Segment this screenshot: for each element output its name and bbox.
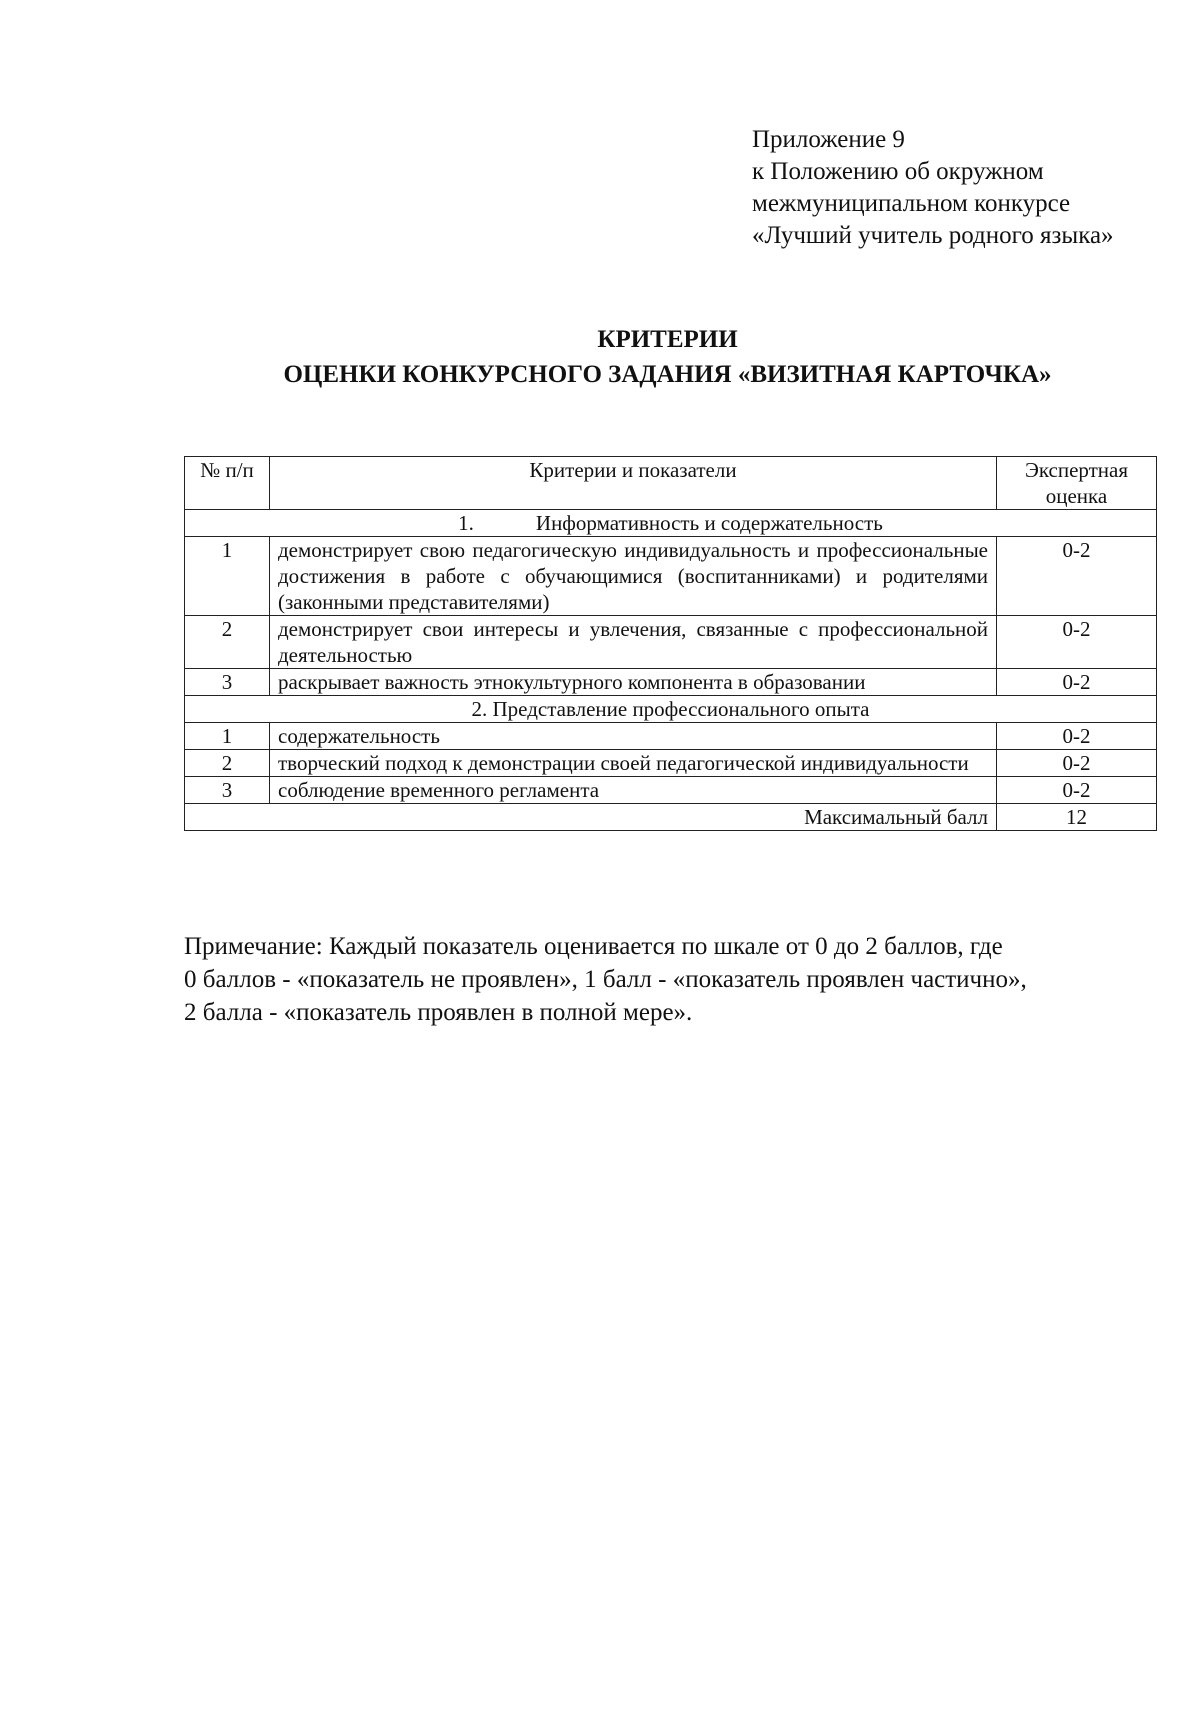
header-criteria: Критерии и показатели (270, 457, 997, 510)
row-criterion: раскрывает важность этнокультурного компонента в образовании (270, 669, 997, 696)
header-num: № п/п (185, 457, 270, 510)
appendix-line: «Лучший учитель родного языка» (752, 222, 1114, 249)
row-criterion: демонстрирует свою педагогическую индивидуальность и профессиональные достижения в работе с обучающимися (воспитанниками) и родителями (законными представителями) (270, 537, 997, 616)
total-label: Максимальный балл (185, 804, 997, 831)
row-score: 0-2 (997, 616, 1157, 669)
table-row (185, 669, 1157, 696)
row-num: 2 (185, 616, 270, 669)
table-row (185, 750, 1157, 777)
appendix-line: Приложение 9 (752, 126, 905, 153)
section-2-title: 2. Представление профессионального опыта (185, 696, 1157, 723)
row-num: 1 (185, 723, 270, 750)
section-row (185, 510, 1157, 537)
table-row (185, 616, 1157, 669)
row-num: 3 (185, 777, 270, 804)
row-score: 0-2 (997, 723, 1157, 750)
table-header-row (185, 457, 1157, 510)
table-row (185, 723, 1157, 750)
row-criterion: содержательность (270, 723, 997, 750)
title-line-2: ОЦЕНКИ КОНКУРСНОГО ЗАДАНИЯ «ВИЗИТНАЯ КАРТОЧКА» (283, 361, 1052, 388)
row-criterion: соблюдение временного регламента (270, 777, 997, 804)
appendix-line: межмуниципальном конкурсе (752, 190, 1071, 217)
criteria-table (184, 456, 1157, 831)
appendix-note (752, 124, 1114, 252)
section-1-title: Информативность и содержательность (535, 511, 883, 535)
note-line: 2 балла - «показатель проявлен в полной мере». (184, 999, 693, 1026)
row-criterion: творческий подход к демонстрации своей педагогической индивидуальности (270, 750, 997, 777)
note-line: 0 баллов - «показатель не проявлен», 1 балл - «показатель проявлен частично», (184, 966, 1027, 993)
header-score: Экспертная оценка (997, 457, 1157, 510)
row-num: 2 (185, 750, 270, 777)
total-value: 12 (997, 804, 1157, 831)
appendix-line: к Положению об окружном (752, 158, 1044, 185)
row-criterion: демонстрирует свои интересы и увлечения, связанные с профессиональной деятельностью (270, 616, 997, 669)
section-row (185, 696, 1157, 723)
row-score: 0-2 (997, 669, 1157, 696)
row-num: 1 (185, 537, 270, 616)
section-1-heading (185, 510, 1157, 537)
row-score: 0-2 (997, 777, 1157, 804)
row-num: 3 (185, 669, 270, 696)
note-line: Примечание: Каждый показатель оценивается по шкале от 0 до 2 баллов, где (184, 933, 1003, 960)
row-score: 0-2 (997, 537, 1157, 616)
footnote (184, 930, 1156, 1029)
table-row (185, 537, 1157, 616)
document-title (0, 322, 1200, 392)
table-row (185, 777, 1157, 804)
row-score: 0-2 (997, 750, 1157, 777)
section-1-number: 1. (458, 511, 474, 535)
total-row (185, 804, 1157, 831)
title-line-1: КРИТЕРИИ (597, 326, 738, 353)
